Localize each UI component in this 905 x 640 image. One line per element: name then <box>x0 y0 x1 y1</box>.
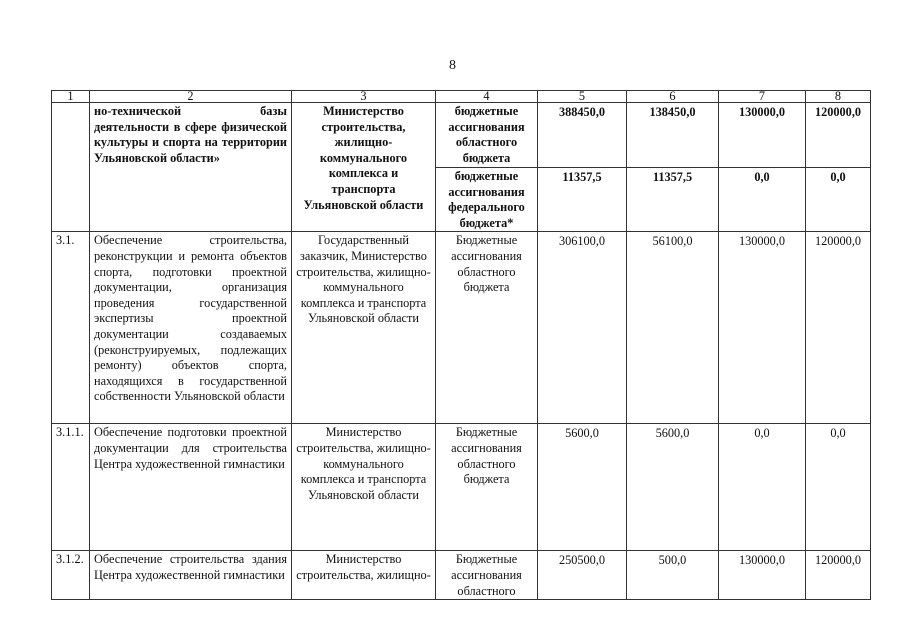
value-year-3: 120000,0 <box>806 232 871 424</box>
value-year-1: 5600,0 <box>627 424 719 551</box>
col-header: 5 <box>538 91 627 103</box>
value-year-1: 56100,0 <box>627 232 719 424</box>
col-header: 1 <box>52 91 90 103</box>
activity-name: Обеспечение подготовки проектной документации для строительства Центра художественной гимнастики <box>90 424 292 551</box>
row-number: 3.1.1. <box>52 424 90 551</box>
funding-source: бюджетные ассигнования федерального бюджета* <box>436 168 538 232</box>
value-year-3: 120000,0 <box>806 103 871 168</box>
row-number <box>52 103 90 232</box>
funding-source: Бюджетные ассигнования областного <box>436 551 538 600</box>
executor: Министерство строительства, жилищно-коммунального комплекса и транспорта Ульяновской области <box>292 103 436 232</box>
col-header: 4 <box>436 91 538 103</box>
activity-name: Обеспечение строительства здания Центра художественной гимнастики <box>90 551 292 600</box>
value-year-1: 500,0 <box>627 551 719 600</box>
table-row <box>52 424 871 551</box>
value-total: 250500,0 <box>538 551 627 600</box>
executor: Государственный заказчик, Министерство строительства, жилищно-коммунального комплекса и транспорта Ульяновской области <box>292 232 436 424</box>
value-year-3: 120000,0 <box>806 551 871 600</box>
value-total: 388450,0 <box>538 103 627 168</box>
value-year-3: 0,0 <box>806 424 871 551</box>
value-year-1: 138450,0 <box>627 103 719 168</box>
budget-table <box>51 90 871 600</box>
row-number: 3.1.2. <box>52 551 90 600</box>
table-row <box>52 232 871 424</box>
value-year-2: 0,0 <box>719 424 806 551</box>
executor: Министерство строительства, жилищно-коммунального комплекса и транспорта Ульяновской области <box>292 424 436 551</box>
value-year-2: 130000,0 <box>719 551 806 600</box>
row-number: 3.1. <box>52 232 90 424</box>
value-year-2: 130000,0 <box>719 232 806 424</box>
funding-source: Бюджетные ассигнования областного бюджета <box>436 424 538 551</box>
page-number: 8 <box>449 58 456 73</box>
table-row <box>52 103 871 168</box>
col-header: 3 <box>292 91 436 103</box>
col-header: 2 <box>90 91 292 103</box>
value-year-3: 0,0 <box>806 168 871 232</box>
value-year-2: 130000,0 <box>719 103 806 168</box>
activity-name: Обеспечение строительства, реконструкции и ремонта объектов спорта, подготовки проектной документации, организация проведения государственной экспертизы проектной документации создаваемых (реконструируемых, подлежащих ремонту) объектов спорта, находящихся в государственной собственности Ульяновской области <box>90 232 292 424</box>
funding-source: Бюджетные ассигнования областного бюджета <box>436 232 538 424</box>
column-number-row <box>52 91 871 103</box>
value-total: 5600,0 <box>538 424 627 551</box>
activity-name: но-технической базы деятельности в сфере физической культуры и спорта на территории Ульяновской области» <box>90 103 292 232</box>
value-total: 306100,0 <box>538 232 627 424</box>
executor: Министерство строительства, жилищно- <box>292 551 436 600</box>
col-header: 8 <box>806 91 871 103</box>
value-total: 11357,5 <box>538 168 627 232</box>
funding-source: бюджетные ассигнования областного бюджета <box>436 103 538 168</box>
value-year-1: 11357,5 <box>627 168 719 232</box>
value-year-2: 0,0 <box>719 168 806 232</box>
col-header: 6 <box>627 91 719 103</box>
table-row <box>52 551 871 600</box>
col-header: 7 <box>719 91 806 103</box>
